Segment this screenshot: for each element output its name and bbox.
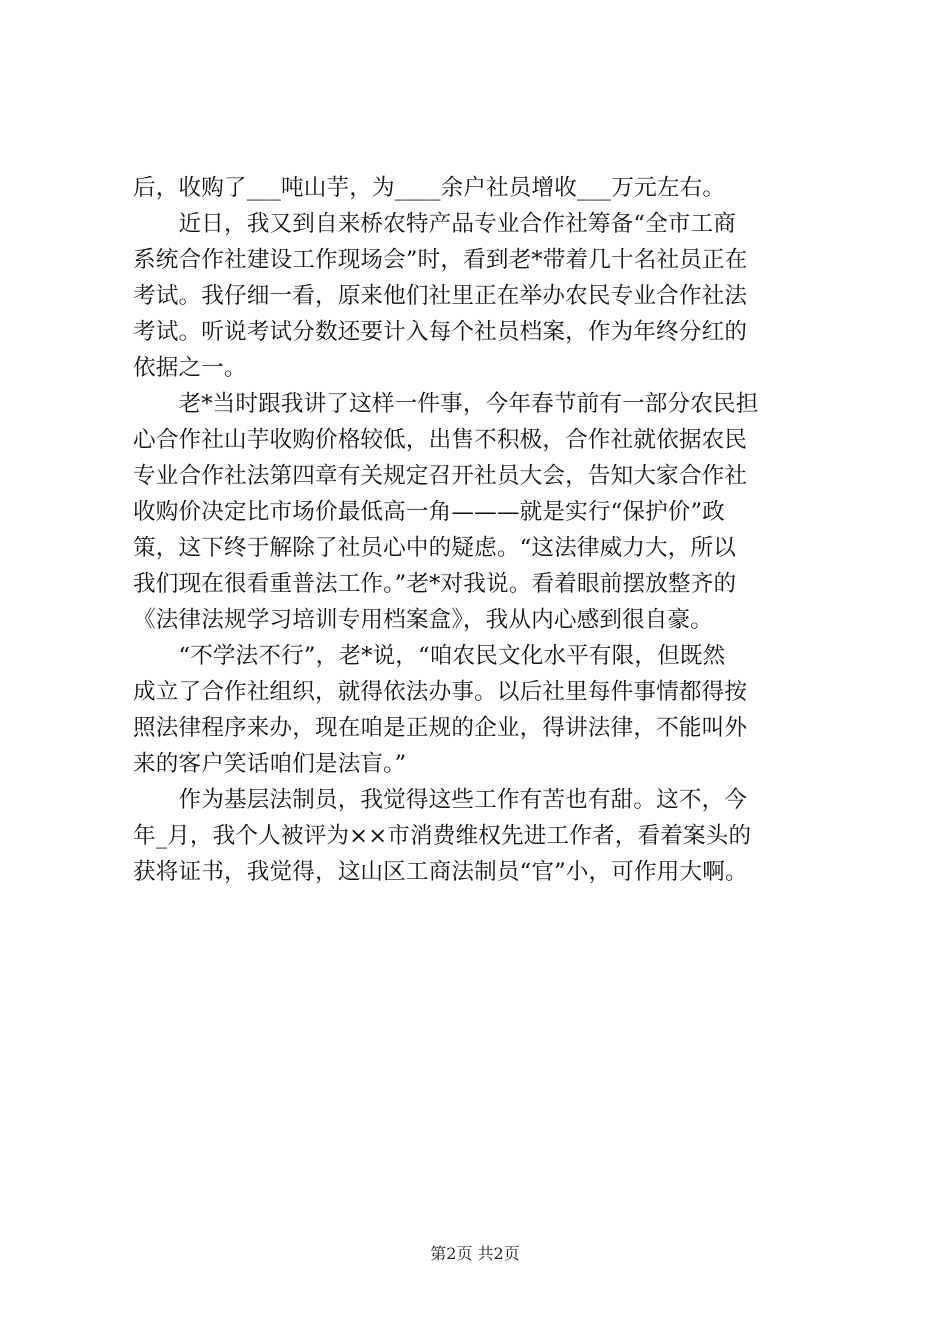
text-line: 依据之一。 bbox=[133, 355, 247, 381]
text-line: 后，收购了___吨山芋，为____余户社员增收___万元左右。 bbox=[133, 175, 726, 201]
text-line: 年_月，我个人被评为××市消费维权先进工作者，看着案头的 bbox=[133, 823, 752, 849]
text-line: 考试。听说考试分数还要计入每个社员档案，作为年终分红的 bbox=[133, 319, 748, 345]
text-line: 我们现在很看重普法工作。”老*对我说。看着眼前摆放整齐的 bbox=[133, 571, 737, 597]
text-line: 作为基层法制员，我觉得这些工作有苦也有甜。这不，今 bbox=[133, 787, 748, 813]
text-line: 老*当时跟我讲了这样一件事，今年春节前有一部分农民担 bbox=[133, 391, 759, 417]
text-line: 成立了合作社组织，就得依法办事。以后社里每件事情都得按 bbox=[133, 679, 748, 705]
text-line: 考试。我仔细一看，原来他们社里正在举办农民专业合作社法 bbox=[133, 283, 748, 309]
text-line: 策，这下终于解除了社员心中的疑虑。“这法律威力大，所以 bbox=[133, 535, 737, 561]
text-line: 近日，我又到自来桥农特产品专业合作社筹备“全市工商 bbox=[133, 211, 737, 237]
text-line: 来的客户笑话咱们是法盲。” bbox=[133, 751, 407, 777]
text-line: 系统合作社建设工作现场会”时，看到老*带着几十名社员正在 bbox=[133, 247, 748, 273]
text-line: 照法律程序来办，现在咱是正规的企业，得讲法律，不能叫外 bbox=[133, 715, 748, 741]
text-line: 心合作社山芋收购价格较低，出售不积极，合作社就依据农民 bbox=[133, 427, 748, 453]
text-line: 获将证书，我觉得，这山区工商法制员“官”小，可作用大啊。 bbox=[133, 859, 748, 885]
text-line: “不学法不行”，老*说，“咱农民文化水平有限，但既然 bbox=[133, 643, 726, 669]
article-body bbox=[133, 170, 817, 890]
text-line: 专业合作社法第四章有关规定召开社员大会，告知大家合作社 bbox=[133, 463, 748, 489]
text-line: 收购价决定比市场价最低高一角———就是实行“保护价”政 bbox=[133, 499, 725, 525]
text-line: 《法律法规学习培训专用档案盒》，我从内心感到很自豪。 bbox=[133, 607, 714, 633]
page-footer: 第2页 共2页 bbox=[430, 1244, 520, 1263]
